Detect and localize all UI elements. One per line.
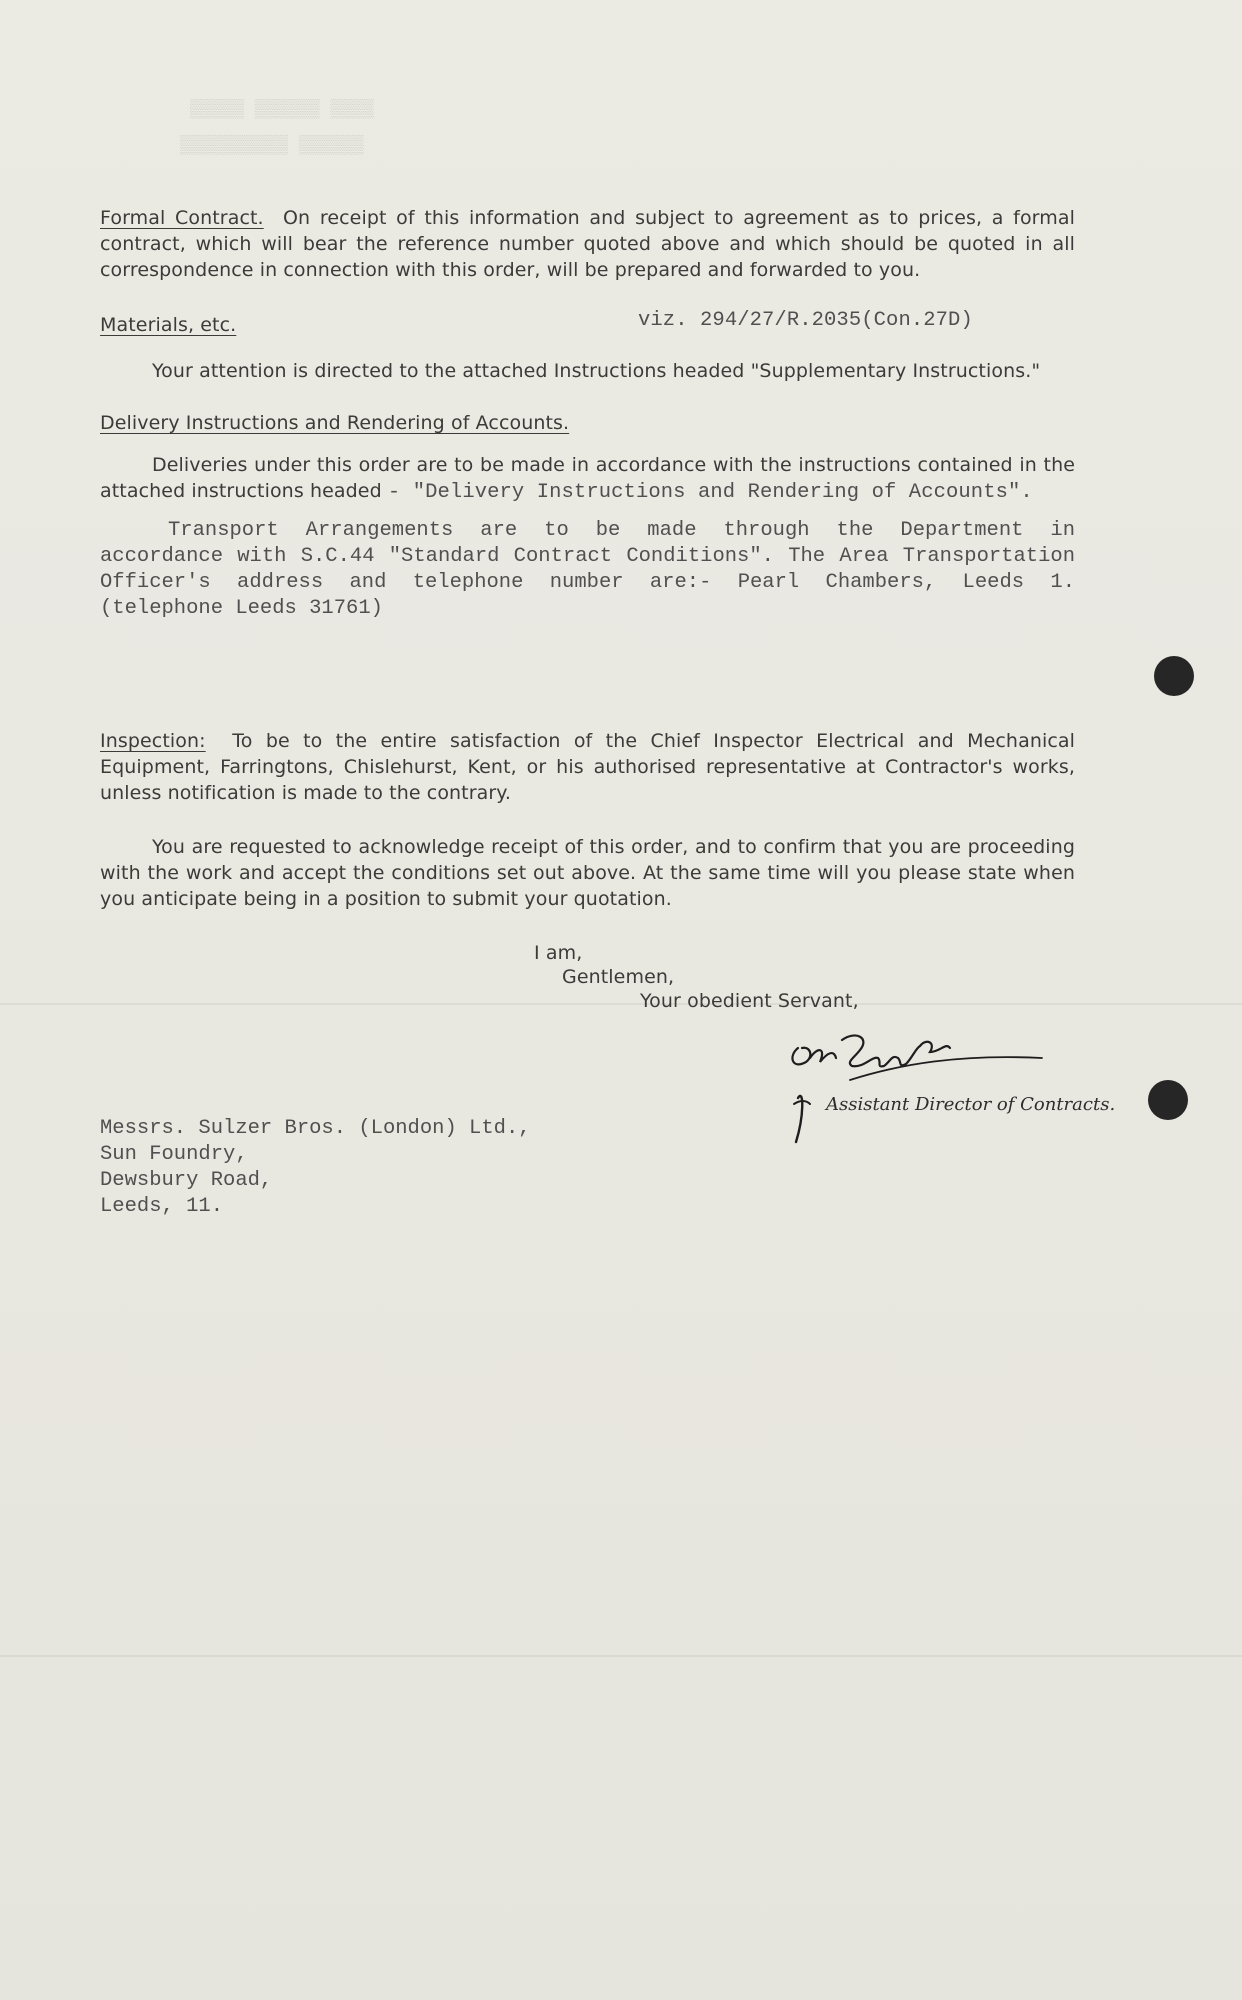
materials-reference: viz. 294/27/R.2035(Con.27D): [638, 309, 973, 332]
show-through: ▒▒▒▒▒ ▒▒▒▒▒▒ ▒▒▒▒: [190, 100, 374, 120]
addressee-line: Messrs. Sulzer Bros. (London) Ltd.,: [100, 1117, 531, 1140]
inspection-heading: Inspection:: [100, 730, 206, 752]
addressee-line: Sun Foundry,: [100, 1143, 248, 1166]
paper-fold: [0, 1655, 1242, 1657]
materials-heading: Materials, etc.: [100, 314, 237, 336]
closing-line-2: Gentlemen,: [562, 966, 675, 988]
materials-text: Your attention is directed to the attached Instructions headed "Supplementary Instructions.": [152, 360, 1041, 382]
punch-hole: [1148, 1080, 1188, 1120]
punch-hole: [1154, 656, 1194, 696]
delivery-text: Deliveries under this order are to be made in accordance with the instructions contained in the attached instructions headed: [100, 454, 1075, 502]
formal-contract-text: On receipt of this information and subject to agreement as to prices, a formal contract, which will bear the reference number quoted above and which should be quoted in all correspondence in connection with this order, will be prepared and forwarded to you.: [100, 207, 1075, 281]
formal-contract-paragraph: [100, 205, 1075, 283]
delivery-typed-text: - "Delivery Instructions and Rendering of Accounts".: [387, 481, 1033, 504]
inspection-paragraph: [100, 728, 1075, 806]
delivery-heading-row: [100, 410, 1075, 436]
transport-paragraph: Transport Arrangements are to be made through the Department in accordance with S.C.44 "Standard Contract Conditions". The Area Transportation Officer's address and telephone number are:- Pearl Chambers, Leeds 1. (telephone Leeds 31761): [100, 519, 1075, 620]
delivery-paragraph: [100, 452, 1075, 506]
formal-contract-heading: Formal Contract.: [100, 207, 264, 229]
closing-line-1: I am,: [534, 942, 583, 964]
signature-image: [780, 1018, 1050, 1148]
addressee-line: Leeds, 11.: [100, 1195, 224, 1218]
acknowledge-paragraph: You are requested to acknowledge receipt of this order, and to confirm that you are proceeding with the work and accept the conditions set out above. At the same time will you please state when you anticipate being in a position to submit your quotation.: [100, 836, 1075, 910]
delivery-heading: Delivery Instructions and Rendering of Accounts.: [100, 412, 570, 434]
addressee-line: Dewsbury Road,: [100, 1169, 273, 1192]
signatory-title: Assistant Director of Contracts.: [826, 1094, 1116, 1115]
show-through: ▒▒▒▒▒▒▒▒▒▒ ▒▒▒▒▒▒: [180, 136, 364, 156]
inspection-text: To be to the entire satisfaction of the Chief Inspector Electrical and Mechanical Equipment, Farringtons, Chislehurst, Kent, or his authorised representative at Contractor's works, unless notification is made to the contrary.: [100, 730, 1076, 804]
materials-row: [100, 309, 1075, 340]
paper-fold: [0, 1003, 1242, 1005]
closing-line-3: Your obedient Servant,: [640, 990, 859, 1012]
addressee-block: [100, 1116, 531, 1220]
